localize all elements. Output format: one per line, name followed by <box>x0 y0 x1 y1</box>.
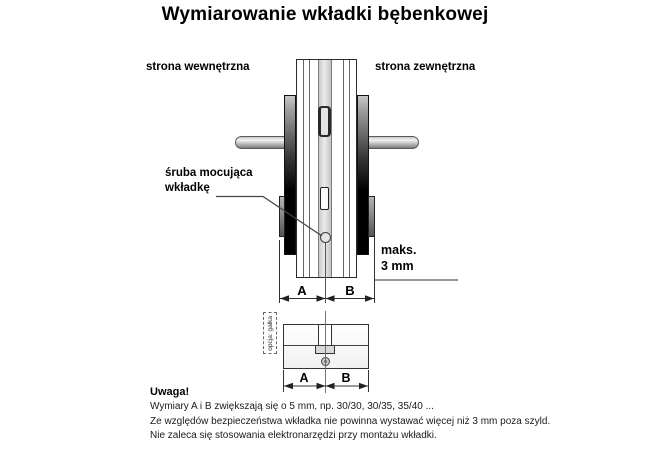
door-layer-line <box>349 60 350 277</box>
cylinder-cam-slot <box>318 325 332 346</box>
keyway-detail <box>318 106 331 137</box>
dimension-b-label-lower: B <box>341 371 351 385</box>
note-block <box>150 386 635 444</box>
door-cross-section <box>296 59 357 278</box>
screw-center-dot <box>324 360 327 363</box>
mounting-screw-label <box>165 166 253 196</box>
mounting-screw <box>320 232 331 243</box>
mounting-screw-label-line2: wkładkę <box>165 182 210 194</box>
outer-side-label: strona zewnętrzna <box>375 61 476 73</box>
note-line: Ze względów bezpieczeństwa wkładka nie powinna wystawać więcej niż 3 mm poza szyld. <box>150 415 551 427</box>
max-protrusion-label-line1: maks. <box>381 243 417 257</box>
lock-cam-detail <box>320 187 329 210</box>
cylinder-cam-notch <box>315 345 335 354</box>
page-title: Wymiarowanie wkładki bębenkowej <box>161 4 489 25</box>
dimension-a-label-lower: A <box>299 371 309 385</box>
note-line: Nie zaleca się stosowania elektronarzędzi przy montażu wkładki. <box>150 430 437 441</box>
dimension-a-label: A <box>297 283 307 298</box>
cylinder-channel <box>318 60 332 277</box>
inner-side-label: strona wewnętrzna <box>146 61 250 73</box>
door-layer-line <box>309 60 310 277</box>
knob-option-label: opcja: gałka <box>266 315 274 351</box>
cylinder-protrusion-right <box>368 196 375 237</box>
handle-spindle-right <box>367 136 419 149</box>
cylinder-protrusion-left <box>279 196 285 237</box>
cylinder-fixing-screw <box>321 357 330 366</box>
dimension-b-label: B <box>345 283 355 298</box>
door-layer-line <box>303 60 304 277</box>
knob-option-box <box>263 312 277 354</box>
max-protrusion-label <box>381 243 416 274</box>
mounting-screw-label-line1: śruba mocująca <box>165 167 253 179</box>
handle-spindle-left <box>235 136 287 149</box>
note-heading: Uwaga! <box>150 386 190 398</box>
note-line: Wymiary A i B zwiększają się o 5 mm, np. 30/30, 30/35, 35/40 ... <box>150 401 434 412</box>
escutcheon-inner <box>284 95 296 255</box>
door-layer-line <box>343 60 344 277</box>
max-protrusion-label-line2: 3 mm <box>381 258 414 273</box>
